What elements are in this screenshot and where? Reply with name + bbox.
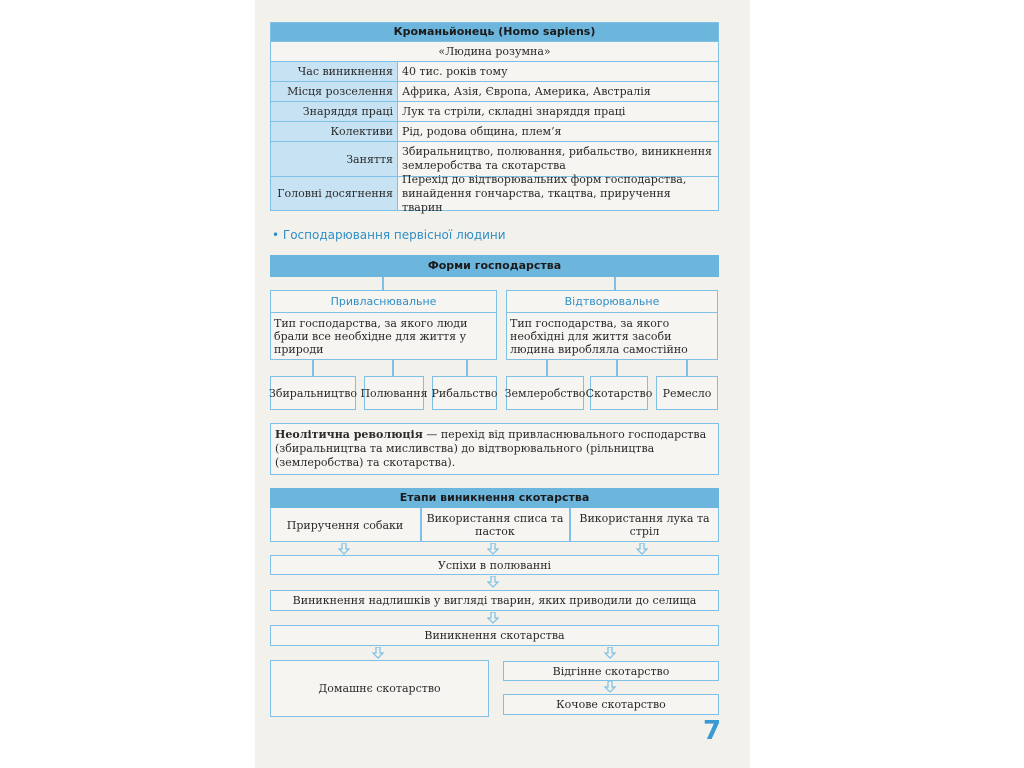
row-label: Час виникнення [271,62,397,81]
page-number: 7 [703,716,722,746]
arrow-down-icon [487,543,499,555]
stage-dog-taming: Приручення собаки [286,518,404,532]
connector-line [616,360,618,376]
arrow-down-icon [487,576,499,588]
surplus-box: Виникнення надлишків у вигляді тварин, яких приводили до селища [270,590,719,611]
table-row [271,141,718,176]
row-label: Колективи [271,122,397,141]
arrow-down-icon [604,647,616,659]
row-value: Рід, родова община, плем’я [397,122,718,141]
row-value: Африка, Азія, Європа, Америка, Австралія [397,82,718,101]
hunting-success-box: Успіхи в полюванні [270,555,719,575]
table-row [271,61,718,81]
row-label: Місця розселення [271,82,397,101]
forms-title: Форми господарства [270,255,719,277]
divider [569,508,571,542]
reproducing-box [506,290,718,360]
arrow-down-icon [338,543,350,555]
row-label: Знаряддя праці [271,102,397,121]
cro-magnon-table [270,22,719,214]
table-row [271,81,718,101]
cattle-emergence-box: Виникнення скотарства [270,625,719,646]
stages-title: Етапи виникнення скотарства [270,488,719,508]
connector-line [614,277,616,291]
reproducing-title: Відтворювальне [507,291,717,313]
row-label: Заняття [271,142,397,176]
connector-line [312,360,314,376]
domestic-cattle-box: Домашнє скотарство [270,660,489,717]
table-row [271,121,718,141]
gathering-box: Збиральництво [270,376,356,410]
row-value: Лук та стріли, складні знаряддя праці [397,102,718,121]
connector-line [466,360,468,376]
arrow-down-icon [487,612,499,624]
farming-box: Землеробство [506,376,584,410]
nomadic-cattle-box: Кочове скотарство [503,694,719,715]
appropriating-description: Тип господарства, за якого люди брали все необхідне для життя у природи [274,317,468,356]
connector-line [382,277,384,291]
craft-box: Ремесло [656,376,718,410]
row-value: 40 тис. років тому [397,62,718,81]
stage-spear-traps: Використання списа та пасток [426,512,564,538]
hunting-box: Полювання [364,376,424,410]
arrow-down-icon [372,647,384,659]
row-label: Головні досягнення [271,177,397,210]
transhumance-box: Відгінне скотарство [503,661,719,681]
fishing-box: Рибальство [432,376,497,410]
connector-line [392,360,394,376]
arrow-down-icon [636,543,648,555]
row-value: Перехід до відтворювальних форм господарства, винайдення гончарства, ткацтва, приручення тварин [397,177,718,210]
neolithic-text: — перехід від привласнювального господарства (збиральництва та мисливства) до відтворювального (рільництва (землеробства) та скотарства). [275,428,707,469]
reproducing-description: Тип господарства, за якого необхідні для життя засоби людина виробляла самостійно [510,317,688,356]
arrow-down-icon [604,681,616,693]
appropriating-title: Привласнювальне [271,291,496,313]
neolithic-definition [270,423,719,475]
appropriating-box [270,290,497,360]
cattle-breeding-box: Скотарство [590,376,648,410]
connector-line [546,360,548,376]
connector-line [686,360,688,376]
table-row [271,101,718,121]
neolithic-term: Неолітична революція [275,428,423,441]
stage-bow-arrows: Використання лука та стріл [579,512,710,538]
table-title: Кроманьйонець (Homo sapiens) [271,23,718,41]
table-subtitle: «Людина розумна» [271,41,718,61]
section-heading: • Господарювання первісної людини [272,228,506,242]
row-value: Збиральництво, полювання, рибальство, виникнення землеробства та скотарства [397,142,718,176]
table-row [271,172,718,214]
